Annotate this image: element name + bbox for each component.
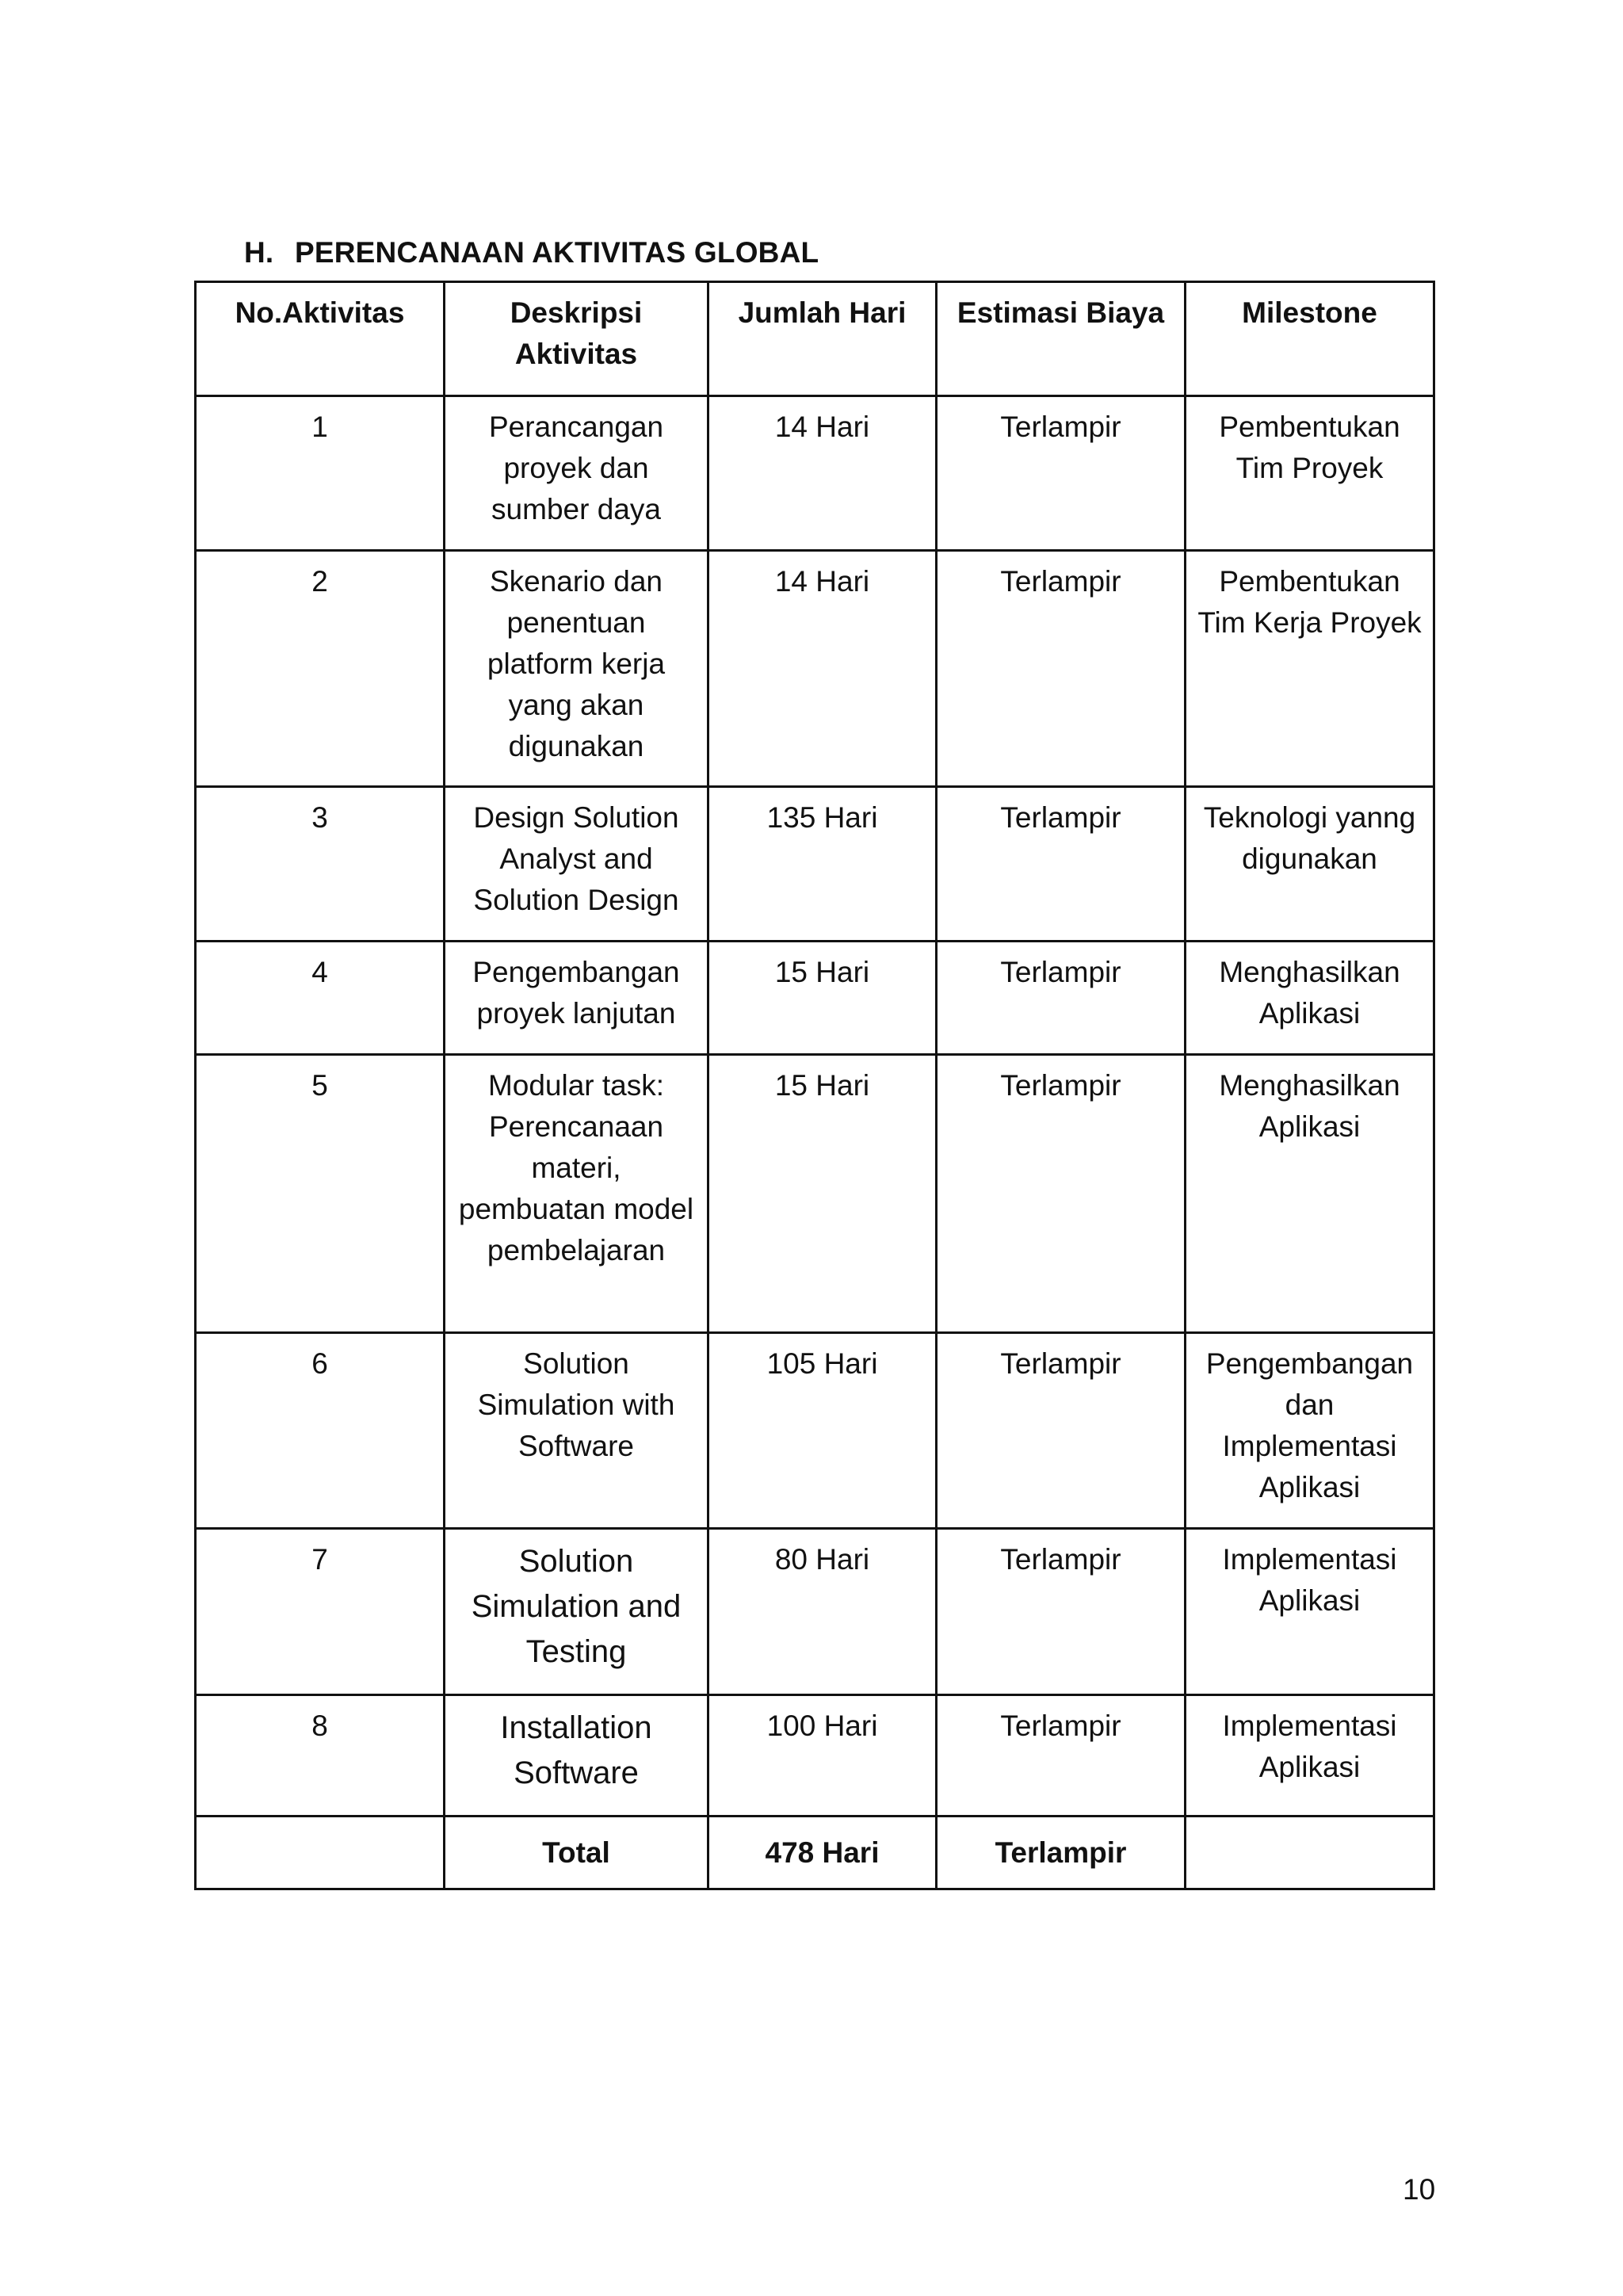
cell-no: 6 [196, 1333, 445, 1529]
cell-description: Installation Software [445, 1695, 708, 1817]
table-row [196, 1529, 1434, 1695]
cell-description: Skenario dan penentuan platform kerja yang akan digunakan [445, 551, 708, 787]
activity-table [194, 281, 1435, 1890]
total-row [196, 1817, 1434, 1889]
table-row [196, 1333, 1434, 1529]
cell-days: 80 Hari [708, 1529, 937, 1695]
cell-no: 8 [196, 1695, 445, 1817]
table-row [196, 787, 1434, 942]
cell-days: 14 Hari [708, 396, 937, 551]
cell-milestone: Menghasilkan Aplikasi [1186, 1055, 1434, 1333]
cell-cost: Terlampir [937, 1055, 1186, 1333]
total-days: 478 Hari [708, 1817, 937, 1889]
header-cost: Estimasi Biaya [937, 282, 1186, 396]
cell-cost: Terlampir [937, 1333, 1186, 1529]
cell-milestone: Teknologi yanng digunakan [1186, 787, 1434, 942]
table-row [196, 551, 1434, 787]
section-heading [244, 236, 819, 269]
cell-days: 14 Hari [708, 551, 937, 787]
header-milestone: Milestone [1186, 282, 1434, 396]
header-no: No.Aktivitas [196, 282, 445, 396]
cell-days: 105 Hari [708, 1333, 937, 1529]
cell-cost: Terlampir [937, 396, 1186, 551]
table-row [196, 396, 1434, 551]
cell-no: 1 [196, 396, 445, 551]
header-days: Jumlah Hari [708, 282, 937, 396]
cell-milestone: Implementasi Aplikasi [1186, 1695, 1434, 1817]
cell-milestone: Pengembangan dan Implementasi Aplikasi [1186, 1333, 1434, 1529]
cell-description: Solution Simulation and Testing [445, 1529, 708, 1695]
cell-milestone: Menghasilkan Aplikasi [1186, 942, 1434, 1055]
total-milestone-cell [1186, 1817, 1434, 1889]
cell-description: Solution Simulation with Software [445, 1333, 708, 1529]
cell-no: 7 [196, 1529, 445, 1695]
cell-milestone: Pembentukan Tim Kerja Proyek [1186, 551, 1434, 787]
total-no-cell [196, 1817, 445, 1889]
cell-days: 15 Hari [708, 942, 937, 1055]
cell-cost: Terlampir [937, 1695, 1186, 1817]
cell-no: 2 [196, 551, 445, 787]
cell-description: Perancangan proyek dan sumber daya [445, 396, 708, 551]
section-letter: H. [244, 236, 274, 269]
cell-cost: Terlampir [937, 551, 1186, 787]
cell-cost: Terlampir [937, 942, 1186, 1055]
page-number: 10 [1403, 2173, 1436, 2206]
cell-cost: Terlampir [937, 1529, 1186, 1695]
cell-no: 5 [196, 1055, 445, 1333]
cell-days: 100 Hari [708, 1695, 937, 1817]
table-row [196, 1055, 1434, 1333]
table-header-row [196, 282, 1434, 396]
table-row [196, 1695, 1434, 1817]
cell-description: Modular task: Perencanaan materi, pembuatan model pembelajaran [445, 1055, 708, 1333]
cell-days: 15 Hari [708, 1055, 937, 1333]
cell-cost: Terlampir [937, 787, 1186, 942]
header-description: Deskripsi Aktivitas [445, 282, 708, 396]
cell-description: Pengembangan proyek lanjutan [445, 942, 708, 1055]
cell-milestone: Implementasi Aplikasi [1186, 1529, 1434, 1695]
total-label: Total [445, 1817, 708, 1889]
cell-days: 135 Hari [708, 787, 937, 942]
total-cost: Terlampir [937, 1817, 1186, 1889]
cell-milestone: Pembentukan Tim Proyek [1186, 396, 1434, 551]
cell-description: Design Solution Analyst and Solution Design [445, 787, 708, 942]
section-title: PERENCANAAN AKTIVITAS GLOBAL [295, 236, 819, 269]
cell-no: 3 [196, 787, 445, 942]
cell-no: 4 [196, 942, 445, 1055]
table-row [196, 942, 1434, 1055]
